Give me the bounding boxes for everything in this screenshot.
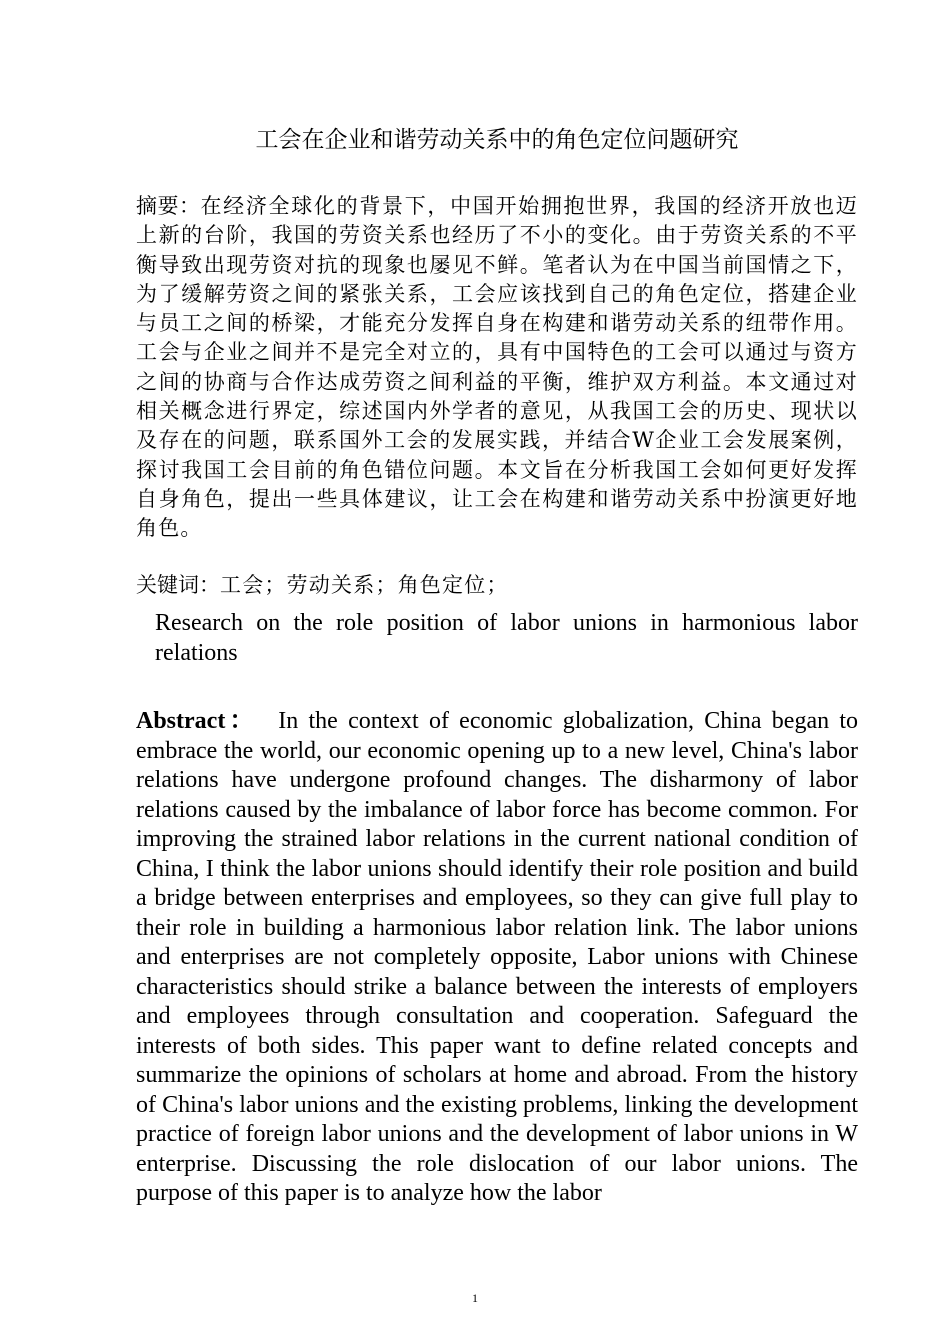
english-abstract-text: In the context of economic globalization, China began to embrace the world, our economic opening up to a new level, China's labor relations have undergone profound changes. The disharmony of labor relations caused by the imbalance of labor force has become common. For improving the strained labor relations in the current national condition of China, I think the labor unions should identify their role position and build a bridge between enterprises and employees, so they can give full play to their role in building a harmonious labor relation link. The labor unions and enterprises are not completely opposite, Labor unions with Chinese characteristics should strike a balance between the interests of employers and employees through consultation and cooperation. Safeguard the interests of both sides. This paper want to define related concepts and summarize the opinions of scholars at home and abroad. From the history of China's labor unions and the existing problems, linking the development practice of foreign labor unions and the development of labor unions in W enterprise. Discussing the role dislocation of our labor unions. The purpose of this paper is to analyze how the labor <box>136 708 859 1206</box>
page-number: 1 <box>472 1291 478 1305</box>
chinese-keywords <box>136 570 858 600</box>
paper-title: 工会在企业和谐劳动关系中的角色定位问题研究 <box>255 127 739 153</box>
english-title: Research on the role position of labor unions in harmonious labor relations <box>155 610 858 666</box>
chinese-keywords-label: 关键词： <box>136 573 220 597</box>
chinese-abstract-label: 摘要： <box>136 194 201 218</box>
chinese-abstract-text: 在经济全球化的背景下，中国开始拥抱世界，我国的经济开放也迈上新的台阶，我国的劳资关系也经历了不小的变化。由于劳资关系的不平衡导致出现劳资对抗的现象也屡见不鲜。笔者认为在中国当前国情之下，为了缓解劳资之间的紧张关系，工会应该找到自己的角色定位，搭建企业与员工之间的桥梁，才能充分发挥自身在构建和谐劳动关系的纽带作用。工会与企业之间并不是完全对立的，具有中国特色的工会可以通过与资方之间的协商与合作达成劳资之间利益的平衡，维护双方利益。本文通过对相关概念进行界定，综述国内外学者的意见，从我国工会的历史、现状以及存在的问题，联系国外工会的发展实践，并结合W企业工会发展案例，探讨我国工会目前的角色错位问题。本文旨在分析我国工会如何更好发挥自身角色，提出一些具体建议，让工会在构建和谐劳动关系中扮演更好地角色。 <box>136 194 858 541</box>
english-abstract <box>136 707 858 1209</box>
chinese-abstract <box>136 192 858 544</box>
english-abstract-label: Abstract： <box>136 708 258 734</box>
chinese-keywords-text: 工会；劳动关系；角色定位； <box>220 573 509 597</box>
